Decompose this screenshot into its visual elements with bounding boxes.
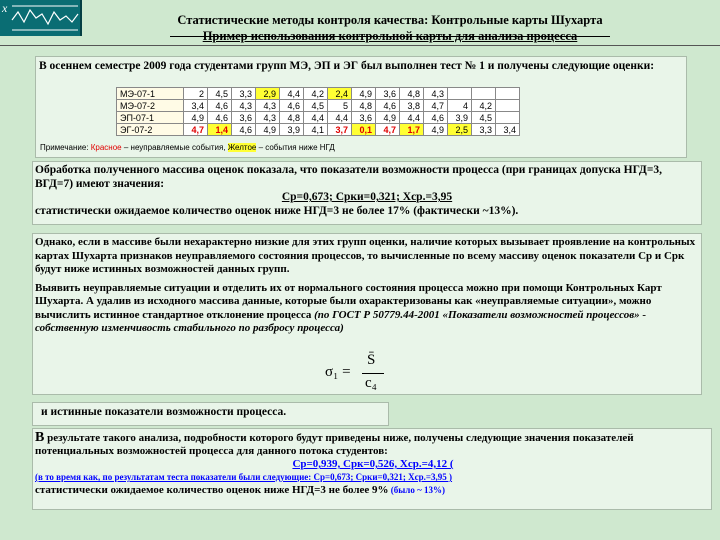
- conclusion-last-small: (было ~ 13%): [388, 485, 446, 495]
- row-label: ЭГ-07-2: [117, 124, 184, 136]
- table-cell: 4,7: [184, 124, 208, 136]
- table-cell: 4,5: [208, 88, 232, 100]
- conclusion-text: результате такого анализа, подробности которого будут приведены ниже, получены следующие значения показателей потенциальных возможностей процесса для данного потока студентов:: [35, 432, 634, 457]
- table-row: [117, 88, 520, 100]
- table-cell: 2,9: [256, 88, 280, 100]
- intro-text: В осеннем семестре 2009 года студентами групп МЭ, ЭП и ЭГ был выполнен тест № 1 и получены следующие оценки:: [39, 60, 655, 72]
- table-cell: 4,4: [304, 112, 328, 124]
- note-yellow: Желтое: [227, 143, 257, 152]
- table-cell: 3,6: [376, 88, 400, 100]
- table-note: [40, 143, 335, 152]
- note-prefix: Примечание:: [40, 143, 91, 152]
- result-line3: статистически ожидаемое количество оценок ниже НГД=3 не более 17% (фактически ~13%).: [35, 204, 519, 217]
- table-cell: 4,6: [376, 100, 400, 112]
- result-panel: [32, 161, 702, 225]
- table-cell: 4,8: [400, 88, 424, 100]
- table-cell: 4,9: [184, 112, 208, 124]
- table-cell: 3,4: [184, 100, 208, 112]
- page-title: Статистические методы контроля качества: Контрольные карты Шухарта: [177, 13, 603, 27]
- table-cell: 3,7: [328, 124, 352, 136]
- table-cell: 4,4: [280, 88, 304, 100]
- table-cell: 4,7: [376, 124, 400, 136]
- table-cell: 4,2: [304, 88, 328, 100]
- table-cell: 4,9: [352, 88, 376, 100]
- table-cell: [448, 88, 472, 100]
- table-cell: 4,4: [328, 112, 352, 124]
- table-cell: 2,4: [328, 88, 352, 100]
- analysis-para1: Однако, если в массиве были нехарактерно низкие для этих групп оценки, наличие которых вызывает проявление на контрольных картах Шухарта признаков неуправляемого состояния процессов, то вычисленные по всему массиву оценок показатели Ср и Срк будут ниже истинных возможностей данных групп.: [35, 236, 696, 275]
- table-cell: 4,9: [424, 124, 448, 136]
- analysis-para2: Выявить неуправляемые ситуации и отделить их от нормального состояния процесса можно при помощи Контрольных Карт Шухарта. А удалив из исходного массива данные, которые были охарактеризованы как «неуправляемые ситуации», можно вычислить истинное стандартное отклонение процесса: [35, 281, 662, 321]
- table-cell: 4,6: [208, 100, 232, 112]
- divider: [0, 45, 720, 46]
- note-red: Красное: [90, 143, 122, 152]
- table-cell: 4,4: [400, 112, 424, 124]
- table-cell: 4,5: [304, 100, 328, 112]
- table-cell: 3,4: [496, 124, 520, 136]
- table-cell: 3,3: [232, 88, 256, 100]
- table-cell: 3,9: [448, 112, 472, 124]
- table-cell: 1,4: [208, 124, 232, 136]
- table-cell: 3,6: [232, 112, 256, 124]
- table-cell: 4,6: [280, 100, 304, 112]
- row-label: МЭ-07-2: [117, 100, 184, 112]
- table-cell: 2,5: [448, 124, 472, 136]
- conclusion-panel: [32, 428, 712, 510]
- table-row: [117, 112, 520, 124]
- table-cell: 4,3: [424, 88, 448, 100]
- logo: [0, 0, 82, 36]
- row-label: МЭ-07-1: [117, 88, 184, 100]
- note-mid: – неуправляемые события,: [121, 143, 228, 152]
- formula-sigma: σ₁ =: [325, 364, 351, 380]
- table-cell: 3,3: [472, 124, 496, 136]
- sigma-formula: [325, 352, 385, 396]
- conclusion-small: (в то время как, по результатам теста показатели были следующие: Ср=0,673; Срки=0,321; Хср.=3,95 ): [35, 472, 453, 482]
- conclusion-last: статистически ожидаемое количество оценок ниже НГД=3 не более 9%: [35, 484, 389, 496]
- table-cell: [496, 88, 520, 100]
- analysis-para2-italic: (по ГОСТ Р 50779.44-2001 «Показатели возможностей процессов» - собственную изменчивость стабильного по разбросу процесса): [35, 308, 647, 334]
- conclusion-lead: В: [35, 430, 45, 445]
- table-cell: 4: [448, 100, 472, 112]
- table-cell: 3,9: [280, 124, 304, 136]
- table-cell: 4,5: [472, 112, 496, 124]
- result-values: Ср=0,673; Срки=0,321; Хср.=3,95: [281, 191, 453, 203]
- table-cell: 4,6: [208, 112, 232, 124]
- note-end: – события ниже НГД: [256, 143, 335, 152]
- table-cell: 4,3: [256, 100, 280, 112]
- table-cell: 4,2: [472, 100, 496, 112]
- table-cell: [496, 100, 520, 112]
- table-cell: 3,8: [400, 100, 424, 112]
- table-cell: 4,7: [424, 100, 448, 112]
- table-cell: 4,6: [424, 112, 448, 124]
- table-cell: 4,8: [352, 100, 376, 112]
- table-row: [117, 124, 520, 136]
- svg-text:x: x: [2, 1, 8, 15]
- table-cell: 1,7: [400, 124, 424, 136]
- table-cell: 4,3: [232, 100, 256, 112]
- conclusion-values: Ср=0,939, Срк=0,526, Хср.=4,12 (: [292, 458, 454, 470]
- table-cell: 4,6: [232, 124, 256, 136]
- grades-table: [116, 87, 520, 136]
- true-indicators-text: и истинные показатели возможности процесса.: [41, 406, 287, 418]
- table-cell: 4,9: [376, 112, 400, 124]
- table-cell: 3,6: [352, 112, 376, 124]
- table-cell: 2: [184, 88, 208, 100]
- formula-denominator: c₄: [365, 375, 377, 391]
- row-label: ЭП-07-1: [117, 112, 184, 124]
- formula-numerator: S̄: [367, 352, 376, 368]
- table-cell: 4,9: [256, 124, 280, 136]
- table-cell: [496, 112, 520, 124]
- table-row: [117, 100, 520, 112]
- table-cell: 5: [328, 100, 352, 112]
- result-line1: Обработка полученного массива оценок показала, что показатели возможности процесса (при границах допуска НГД=3, ВГД=7) имеют значения:: [35, 164, 662, 190]
- true-indicators-panel: [32, 402, 389, 426]
- table-cell: 4,3: [256, 112, 280, 124]
- table-cell: 0,1: [352, 124, 376, 136]
- table-cell: 4,1: [304, 124, 328, 136]
- page-subtitle: Пример использования контрольной карты для анализа процесса: [100, 29, 680, 44]
- table-cell: 4,8: [280, 112, 304, 124]
- table-cell: [472, 88, 496, 100]
